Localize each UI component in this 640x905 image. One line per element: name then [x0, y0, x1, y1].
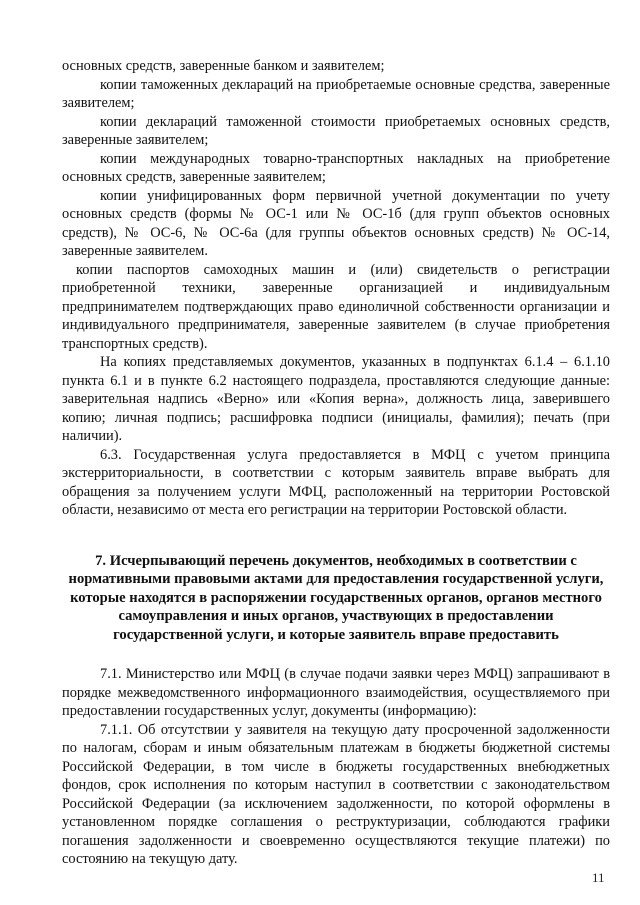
paragraph-6-3: 6.3. Государственная услуга предоставляется в МФЦ с учетом принципа экстерриториальности, в соответствии с которым заявитель вправе выбрать для обращения за получением услуги МФЦ, расположенный на территории Ростовской области, независимо от места его регистрации на территории Ростовской области.: [62, 446, 610, 518]
paragraph-continuation: основных средств, заверенные банком и заявителем;: [62, 58, 385, 74]
page-number: 11: [592, 870, 605, 885]
paragraph-machine-passports: копии паспортов самоходных машин и (или) свидетельств о регистрации приобретенной техники, заверенные организацией и индивидуальным предпринимателем подтверждающих право единоличной собственности организации и индивидуального предпринимателя, заверенные заявителем (в случае приобретения транспортных средств).: [62, 261, 610, 352]
paragraph-copy-certification: На копиях представляемых документов, указанных в подпунктах 6.1.4 – 6.1.10 пункта 6.1 и в пункте 6.2 настоящего подраздела, проставляются следующие данные: заверительная надпись «Верно» или «Копия верна», должность лица, заверившего копию; личная подпись; расшифровка подписи (инициалы, фамилия); печать (при наличии).: [62, 354, 610, 444]
paragraph-transport-waybills: копии международных товарно-транспортных накладных на приобретение основных средств, заверенные заявителем;: [62, 150, 610, 185]
paragraph-7-1: 7.1. Министерство или МФЦ (в случае подачи заявки через МФЦ) запрашивают в порядке межведомственного информационного взаимодействия, осуществляемого при предоставлении государственных услуг, документы (информацию):: [62, 666, 610, 719]
document-body: [62, 57, 610, 869]
paragraph-customs-value-declarations: копии деклараций таможенной стоимости приобретаемых основных средств, заверенные заявителем;: [62, 113, 610, 148]
paragraph-7-1-1: 7.1.1. Об отсутствии у заявителя на текущую дату просроченной задолженности по налогам, сборам и иным обязательным платежам в бюджеты бюджетной системы Российской Федерации, в том числе в бюджеты государственных внебюджетных фондов, срок исполнения по которым наступил в соответствии с законодательством Российской Федерации (за исключением задолженности, по которой оформлены в установленном порядке соглашения о реструктуризации, соблюдаются графики погашения задолженности и своевременно осуществляются текущие платежи) по состоянию на текущую дату.: [62, 721, 610, 867]
paragraph-customs-declarations: копии таможенных деклараций на приобретаемые основные средства, заверенные заявителем;: [62, 76, 610, 111]
section-7-title: 7. Исчерпывающий перечень документов, необходимых в соответствии с нормативными правовыми актами для предоставления государственной услуги, которые находятся в распоряжении государственных органов, органов местного самоуправления и иных органов, участвующих в предоставлении государственной услуги, и которые заявитель вправе предоставить: [68, 552, 604, 643]
paragraph-unified-forms: копии унифицированных форм первичной учетной документации по учету основных средств (формы № ОС-1 или № ОС-1б (для групп объектов основных средств), № ОС-6, № ОС-6а (для группы объектов основных средств) № ОС-14, заверенные заявителем.: [62, 187, 610, 259]
